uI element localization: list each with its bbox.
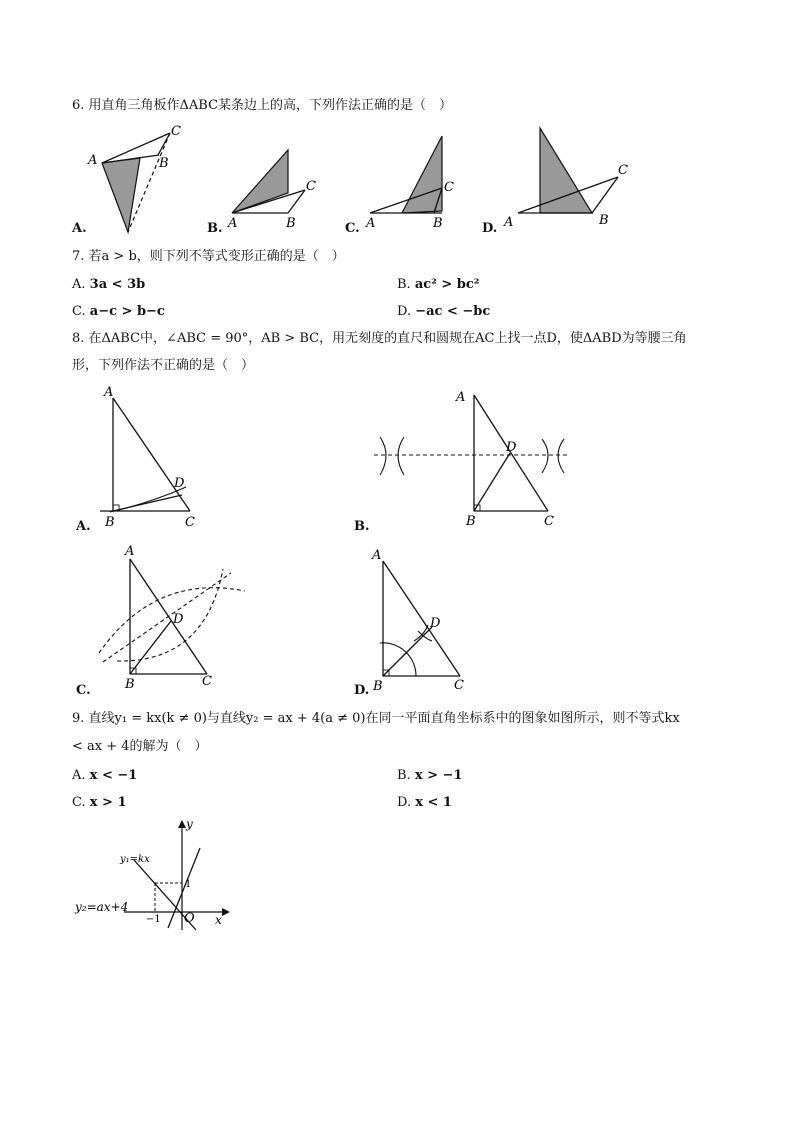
- q9-option-a[interactable]: A. x < −1: [72, 768, 138, 783]
- label-c: C: [306, 179, 316, 194]
- q8-option-d[interactable]: D.: [354, 683, 370, 698]
- label-b: B: [125, 677, 135, 692]
- q6-option-c[interactable]: C.: [345, 221, 360, 236]
- label-c: C: [171, 124, 181, 139]
- label-a: A: [125, 544, 135, 559]
- label-d: D: [174, 476, 185, 491]
- label-b: B: [433, 216, 443, 231]
- q6-option-d[interactable]: D.: [482, 221, 498, 236]
- q8-option-b[interactable]: B.: [354, 519, 370, 534]
- label-b: B: [105, 515, 115, 530]
- label-a: A: [504, 215, 514, 230]
- q8-stem-line1: 8. 在ΔABC中，∠ABC = 90°，AB > BC，用无刻度的直尺和圆规在AC上找一点D，使ΔABD为等腰三角: [72, 331, 687, 346]
- label-a: A: [88, 153, 98, 168]
- q6-option-a[interactable]: A.: [72, 221, 87, 236]
- q8-option-a[interactable]: A.: [76, 519, 91, 534]
- label-b: B: [286, 216, 296, 231]
- label-c: C: [185, 515, 195, 530]
- q7-option-b[interactable]: B. ac² > bc²: [397, 277, 480, 292]
- label-c: C: [454, 678, 464, 693]
- q7-option-d[interactable]: D. −ac < −bc: [397, 304, 491, 319]
- tick-1: 1: [185, 879, 192, 890]
- q8-figure-c: [95, 543, 265, 692]
- q6-figure-c: [362, 133, 472, 233]
- tick-neg1: −1: [146, 914, 161, 925]
- q8-figure-b: [370, 383, 580, 529]
- q9-graph: [72, 818, 232, 933]
- q6-figure-a: [72, 124, 181, 235]
- q6-option-b[interactable]: B.: [207, 221, 223, 236]
- label-b: B: [159, 156, 169, 171]
- label-d: D: [430, 616, 441, 631]
- q8-figure-d: [368, 543, 488, 694]
- label-a: A: [228, 216, 238, 231]
- x-axis-arrow: [222, 908, 230, 916]
- y-axis-arrow: [178, 820, 186, 828]
- q9-option-d[interactable]: D. x < 1: [397, 795, 452, 810]
- label-c: C: [618, 163, 628, 178]
- label-a: A: [456, 390, 466, 405]
- label-a: A: [372, 548, 382, 563]
- label-b: B: [599, 213, 609, 228]
- q6-figure-d: [500, 125, 630, 235]
- y1-label: y₁=kx: [120, 854, 150, 865]
- origin-label: O: [184, 911, 195, 926]
- q8-stem-line2: 形，下列作法不正确的是（ ）: [72, 358, 255, 373]
- label-c: C: [444, 180, 454, 195]
- y-axis-label: y: [186, 817, 193, 831]
- label-d: D: [173, 612, 184, 627]
- q9-option-b[interactable]: B. x > −1: [397, 768, 463, 783]
- q7-option-c[interactable]: C. a−c > b−c: [72, 304, 165, 319]
- label-b: B: [373, 679, 383, 694]
- y2-label: y₂=ax+4: [75, 900, 129, 914]
- label-a: A: [366, 216, 376, 231]
- q7-stem: 7. 若a > b，则下列不等式变形正确的是（ ）: [72, 249, 345, 264]
- label-b: B: [466, 514, 476, 529]
- x-axis-label: x: [215, 913, 222, 927]
- label-a: A: [104, 385, 114, 400]
- label-d: D: [506, 440, 517, 455]
- q7-option-a[interactable]: A. 3a < 3b: [72, 277, 146, 292]
- label-c: C: [544, 514, 554, 529]
- q9-stem-line2: < ax + 4的解为（ ）: [72, 739, 208, 754]
- label-c: C: [202, 674, 212, 689]
- q8-figure-a: [90, 383, 210, 530]
- q9-stem-line1: 9. 直线y₁ = kx(k ≠ 0)与直线y₂ = ax + 4(a ≠ 0)在同一平面直角坐标系中的图象如图所示，则不等式kx: [72, 711, 680, 726]
- q6-figure-b: [222, 145, 332, 235]
- q6-stem: 6. 用直角三角板作ΔABC某条边上的高，下列作法正确的是（ ）: [72, 98, 453, 113]
- q8-option-c[interactable]: C.: [76, 683, 91, 698]
- q9-option-c[interactable]: C. x > 1: [72, 795, 127, 810]
